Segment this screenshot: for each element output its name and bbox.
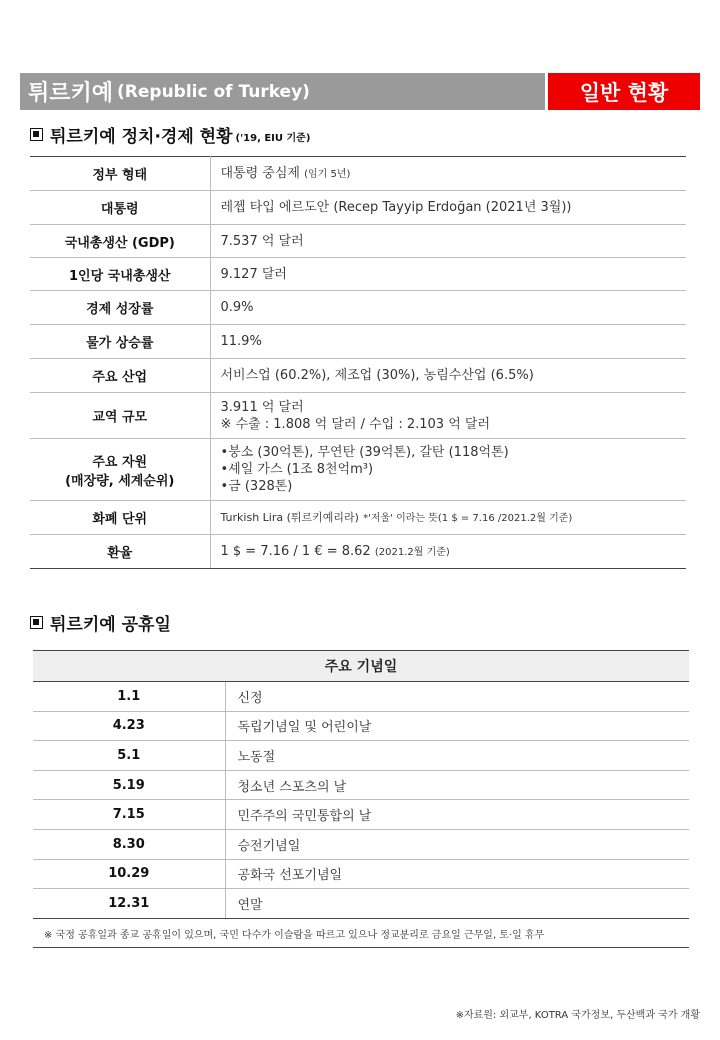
row-label xyxy=(30,439,210,501)
row-value xyxy=(210,535,686,569)
row-value: 7.537 억 달러 xyxy=(210,225,686,258)
gov-term: (임기 5년) xyxy=(304,168,351,180)
table-row xyxy=(33,770,689,800)
square-bullet-icon xyxy=(30,616,43,629)
holiday-date: 10.29 xyxy=(33,859,225,889)
holiday-table-header: 주요 기념일 xyxy=(33,651,689,682)
exchange-note: (2021.2월 기준) xyxy=(374,546,450,558)
holiday-table xyxy=(33,650,689,919)
source-note: ※자료원: 외교부, KOTRA 국가정보, 두산백과 국가 개황 xyxy=(455,1010,700,1021)
table-row xyxy=(30,439,686,501)
table-row xyxy=(33,741,689,771)
table-row xyxy=(30,225,686,258)
holiday-footnote: ※ 국정 공휴일과 종교 공휴일이 있으며, 국민 다수가 이슬람을 따르고 있으나 정교분리로 금요일 근무일, 토·일 휴무 xyxy=(44,930,545,941)
table-row xyxy=(30,157,686,191)
resource-line: •셰일 가스 (1조 8천억m³) xyxy=(220,462,374,477)
table-row xyxy=(30,359,686,393)
row-value: 서비스업 (60.2%), 제조업 (30%), 농림수산업 (6.5%) xyxy=(210,359,686,393)
holiday-name: 독립기념일 및 어린이날 xyxy=(225,711,689,741)
resources-label: 주요 자원 xyxy=(92,454,148,470)
gov-value: 대통령 중심제 xyxy=(220,165,300,181)
row-label: 1인당 국내총생산 xyxy=(30,258,210,291)
table-row xyxy=(33,829,689,859)
section-heading-economy xyxy=(30,122,310,147)
title-bar xyxy=(20,73,700,110)
exchange-value: 1 $ = 7.16 / 1 € = 8.62 xyxy=(220,543,371,559)
table-row xyxy=(30,258,686,291)
trade-breakdown: ※ 수출 : 1.808 억 달러 / 수입 : 2.103 억 달러 xyxy=(220,416,491,432)
section-title: 튀르키예 공휴일 xyxy=(50,615,171,635)
holiday-date: 5.1 xyxy=(33,741,225,771)
holiday-name: 청소년 스포츠의 날 xyxy=(225,770,689,800)
resource-line: •금 (328톤) xyxy=(220,479,293,494)
table-row xyxy=(33,682,689,712)
table-row xyxy=(33,800,689,830)
holiday-date: 8.30 xyxy=(33,829,225,859)
economy-table xyxy=(30,156,686,569)
square-bullet-icon xyxy=(30,128,43,141)
row-label: 화폐 단위 xyxy=(30,501,210,535)
general-status-badge: 일반 현황 xyxy=(548,73,700,110)
country-name-kr: 튀르키예 xyxy=(28,81,114,106)
row-value: 0.9% xyxy=(210,291,686,325)
holiday-name: 민주주의 국민통합의 날 xyxy=(225,800,689,830)
holiday-date: 4.23 xyxy=(33,711,225,741)
holiday-name: 승전기념일 xyxy=(225,829,689,859)
holiday-date: 5.19 xyxy=(33,770,225,800)
holiday-date: 7.15 xyxy=(33,800,225,830)
table-row xyxy=(33,889,689,919)
row-label: 주요 산업 xyxy=(30,359,210,393)
holiday-date: 1.1 xyxy=(33,682,225,712)
table-row xyxy=(30,291,686,325)
country-title xyxy=(20,73,545,110)
trade-total: 3.911 억 달러 xyxy=(220,399,304,415)
table-row xyxy=(33,859,689,889)
row-value: 11.9% xyxy=(210,325,686,359)
resource-line: •붕소 (30억톤), 무연탄 (39억톤), 갈탄 (118억톤) xyxy=(220,445,509,460)
row-value xyxy=(210,157,686,191)
footnote-divider xyxy=(33,947,689,948)
holiday-name: 신정 xyxy=(225,682,689,712)
country-name-en: (Republic of Turkey) xyxy=(117,81,310,102)
row-label: 환율 xyxy=(30,535,210,569)
row-label: 정부 형태 xyxy=(30,157,210,191)
holiday-name: 공화국 선포기념일 xyxy=(225,859,689,889)
holiday-name: 노동절 xyxy=(225,741,689,771)
row-label: 대통령 xyxy=(30,191,210,225)
table-row xyxy=(30,325,686,359)
row-value: 레젭 타입 에르도안 (Recep Tayyip Erdoğan (2021년 3월)) xyxy=(210,191,686,225)
row-value xyxy=(210,501,686,535)
row-label: 국내총생산 (GDP) xyxy=(30,225,210,258)
table-row xyxy=(30,535,686,569)
currency-value: Turkish Lira (튀르키예리라) xyxy=(220,510,359,524)
section-title: 튀르키예 정치·경제 현황 xyxy=(50,127,233,147)
row-value: 9.127 달러 xyxy=(210,258,686,291)
table-row xyxy=(30,393,686,439)
table-row xyxy=(33,711,689,741)
section-note: ('19, EIU 기준) xyxy=(235,133,311,144)
holiday-name: 연말 xyxy=(225,889,689,919)
table-row xyxy=(30,191,686,225)
row-label: 경제 성장률 xyxy=(30,291,210,325)
holiday-date: 12.31 xyxy=(33,889,225,919)
row-label: 물가 상승률 xyxy=(30,325,210,359)
table-row xyxy=(30,501,686,535)
row-value xyxy=(210,393,686,439)
row-value xyxy=(210,439,686,501)
section-heading-holidays xyxy=(30,610,171,635)
resources-sublabel: (매장량, 세계순위) xyxy=(65,473,175,489)
row-label: 교역 규모 xyxy=(30,393,210,439)
currency-note: *'저울' 이라는 뜻(1 $ = 7.16 /2021.2월 기준) xyxy=(363,512,573,524)
